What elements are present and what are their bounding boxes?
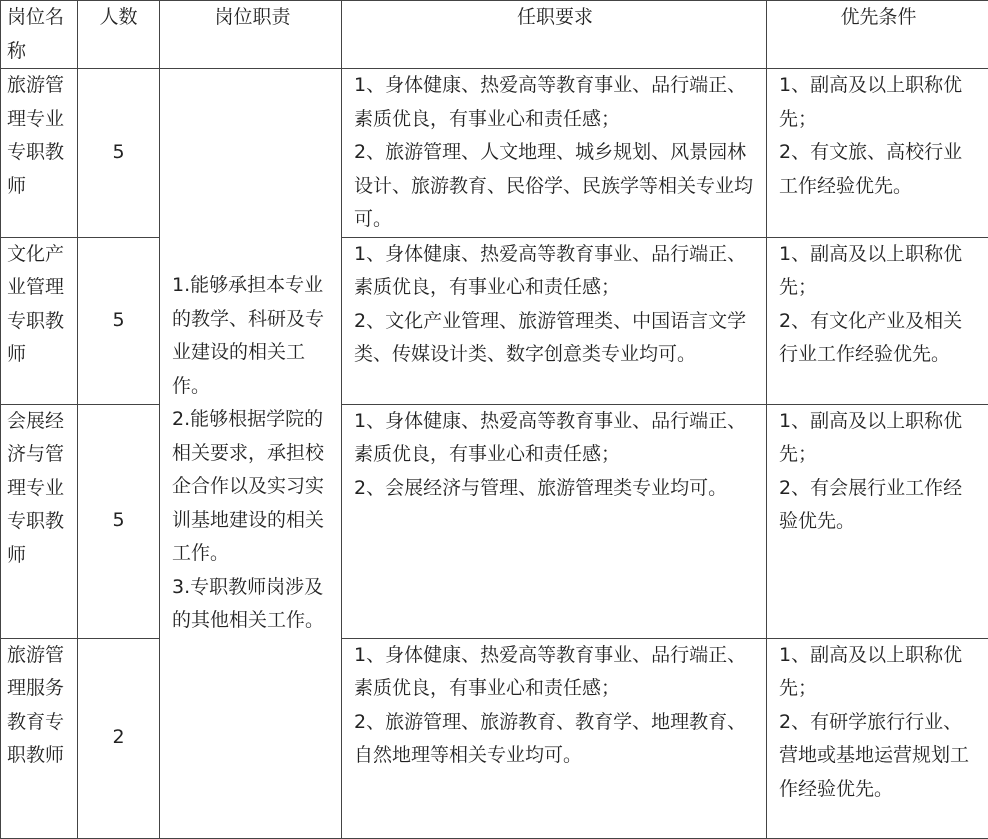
- requirement-item: 2、旅游管理、旅游教育、教育学、地理教育、自然地理等相关专业均可。: [354, 706, 756, 773]
- position-name: 文化产业管理专职教师: [1, 237, 78, 404]
- header-count: 人数: [78, 1, 160, 69]
- position-name: 旅游管理专业专职教师: [1, 69, 78, 238]
- position-name: 会展经济与管理专业专职教师: [1, 404, 78, 638]
- header-requirements: 任职要求: [342, 1, 767, 69]
- preferences-cell: [767, 404, 988, 638]
- table-row: [1, 69, 988, 238]
- preference-item: 1、副高及以上职称优先；: [779, 238, 978, 305]
- headcount: 5: [78, 69, 160, 238]
- header-name: 岗位名称: [1, 1, 78, 69]
- requirements-cell: [342, 404, 767, 638]
- preferences-cell: [767, 69, 988, 238]
- preference-item: 2、有研学旅行行业、营地或基地运营规划工作经验优先。: [779, 706, 978, 807]
- requirement-item: 1、身体健康、热爱高等教育事业、品行端正、素质优良，有事业心和责任感；: [354, 639, 756, 706]
- requirements-cell: [342, 69, 767, 238]
- requirement-item: 2、旅游管理、人文地理、城乡规划、风景园林设计、旅游教育、民俗学、民族学等相关专业均可。: [354, 136, 756, 237]
- table-row: [1, 404, 988, 638]
- duty-item: 1.能够承担本专业的教学、科研及专业建设的相关工作。: [172, 269, 333, 403]
- requirement-item: 2、文化产业管理、旅游管理类、中国语言文学类、传媒设计类、数字创意类专业均可。: [354, 305, 756, 372]
- duties-cell: [160, 69, 342, 839]
- duty-item: 2.能够根据学院的相关要求，承担校企合作以及实习实训基地建设的相关工作。: [172, 403, 333, 571]
- headcount: 5: [78, 404, 160, 638]
- preferences-cell: [767, 237, 988, 404]
- position-name: 旅游管理服务教育专职教师: [1, 638, 78, 838]
- requirement-item: 1、身体健康、热爱高等教育事业、品行端正、素质优良，有事业心和责任感；: [354, 238, 756, 305]
- requirements-cell: [342, 237, 767, 404]
- header-preferences: 优先条件: [767, 1, 988, 69]
- preference-item: 2、有文化产业及相关行业工作经验优先。: [779, 305, 978, 372]
- duty-item: 3.专职教师岗涉及的其他相关工作。: [172, 571, 333, 638]
- preference-item: 2、有文旅、高校行业工作经验优先。: [779, 136, 978, 203]
- requirement-item: 1、身体健康、热爱高等教育事业、品行端正、素质优良，有事业心和责任感；: [354, 69, 756, 136]
- headcount: 2: [78, 638, 160, 838]
- requirement-item: 2、会展经济与管理、旅游管理类专业均可。: [354, 472, 756, 506]
- preference-item: 2、有会展行业工作经验优先。: [779, 472, 978, 539]
- requirements-cell: [342, 638, 767, 838]
- header-duties: 岗位职责: [160, 1, 342, 69]
- preference-item: 1、副高及以上职称优先；: [779, 639, 978, 706]
- table-row: [1, 237, 988, 404]
- requirement-item: 1、身体健康、热爱高等教育事业、品行端正、素质优良，有事业心和责任感；: [354, 405, 756, 472]
- header-row: [1, 1, 988, 69]
- preference-item: 1、副高及以上职称优先；: [779, 405, 978, 472]
- table-row: [1, 638, 988, 838]
- headcount: 5: [78, 237, 160, 404]
- preferences-cell: [767, 638, 988, 838]
- preference-item: 1、副高及以上职称优先；: [779, 69, 978, 136]
